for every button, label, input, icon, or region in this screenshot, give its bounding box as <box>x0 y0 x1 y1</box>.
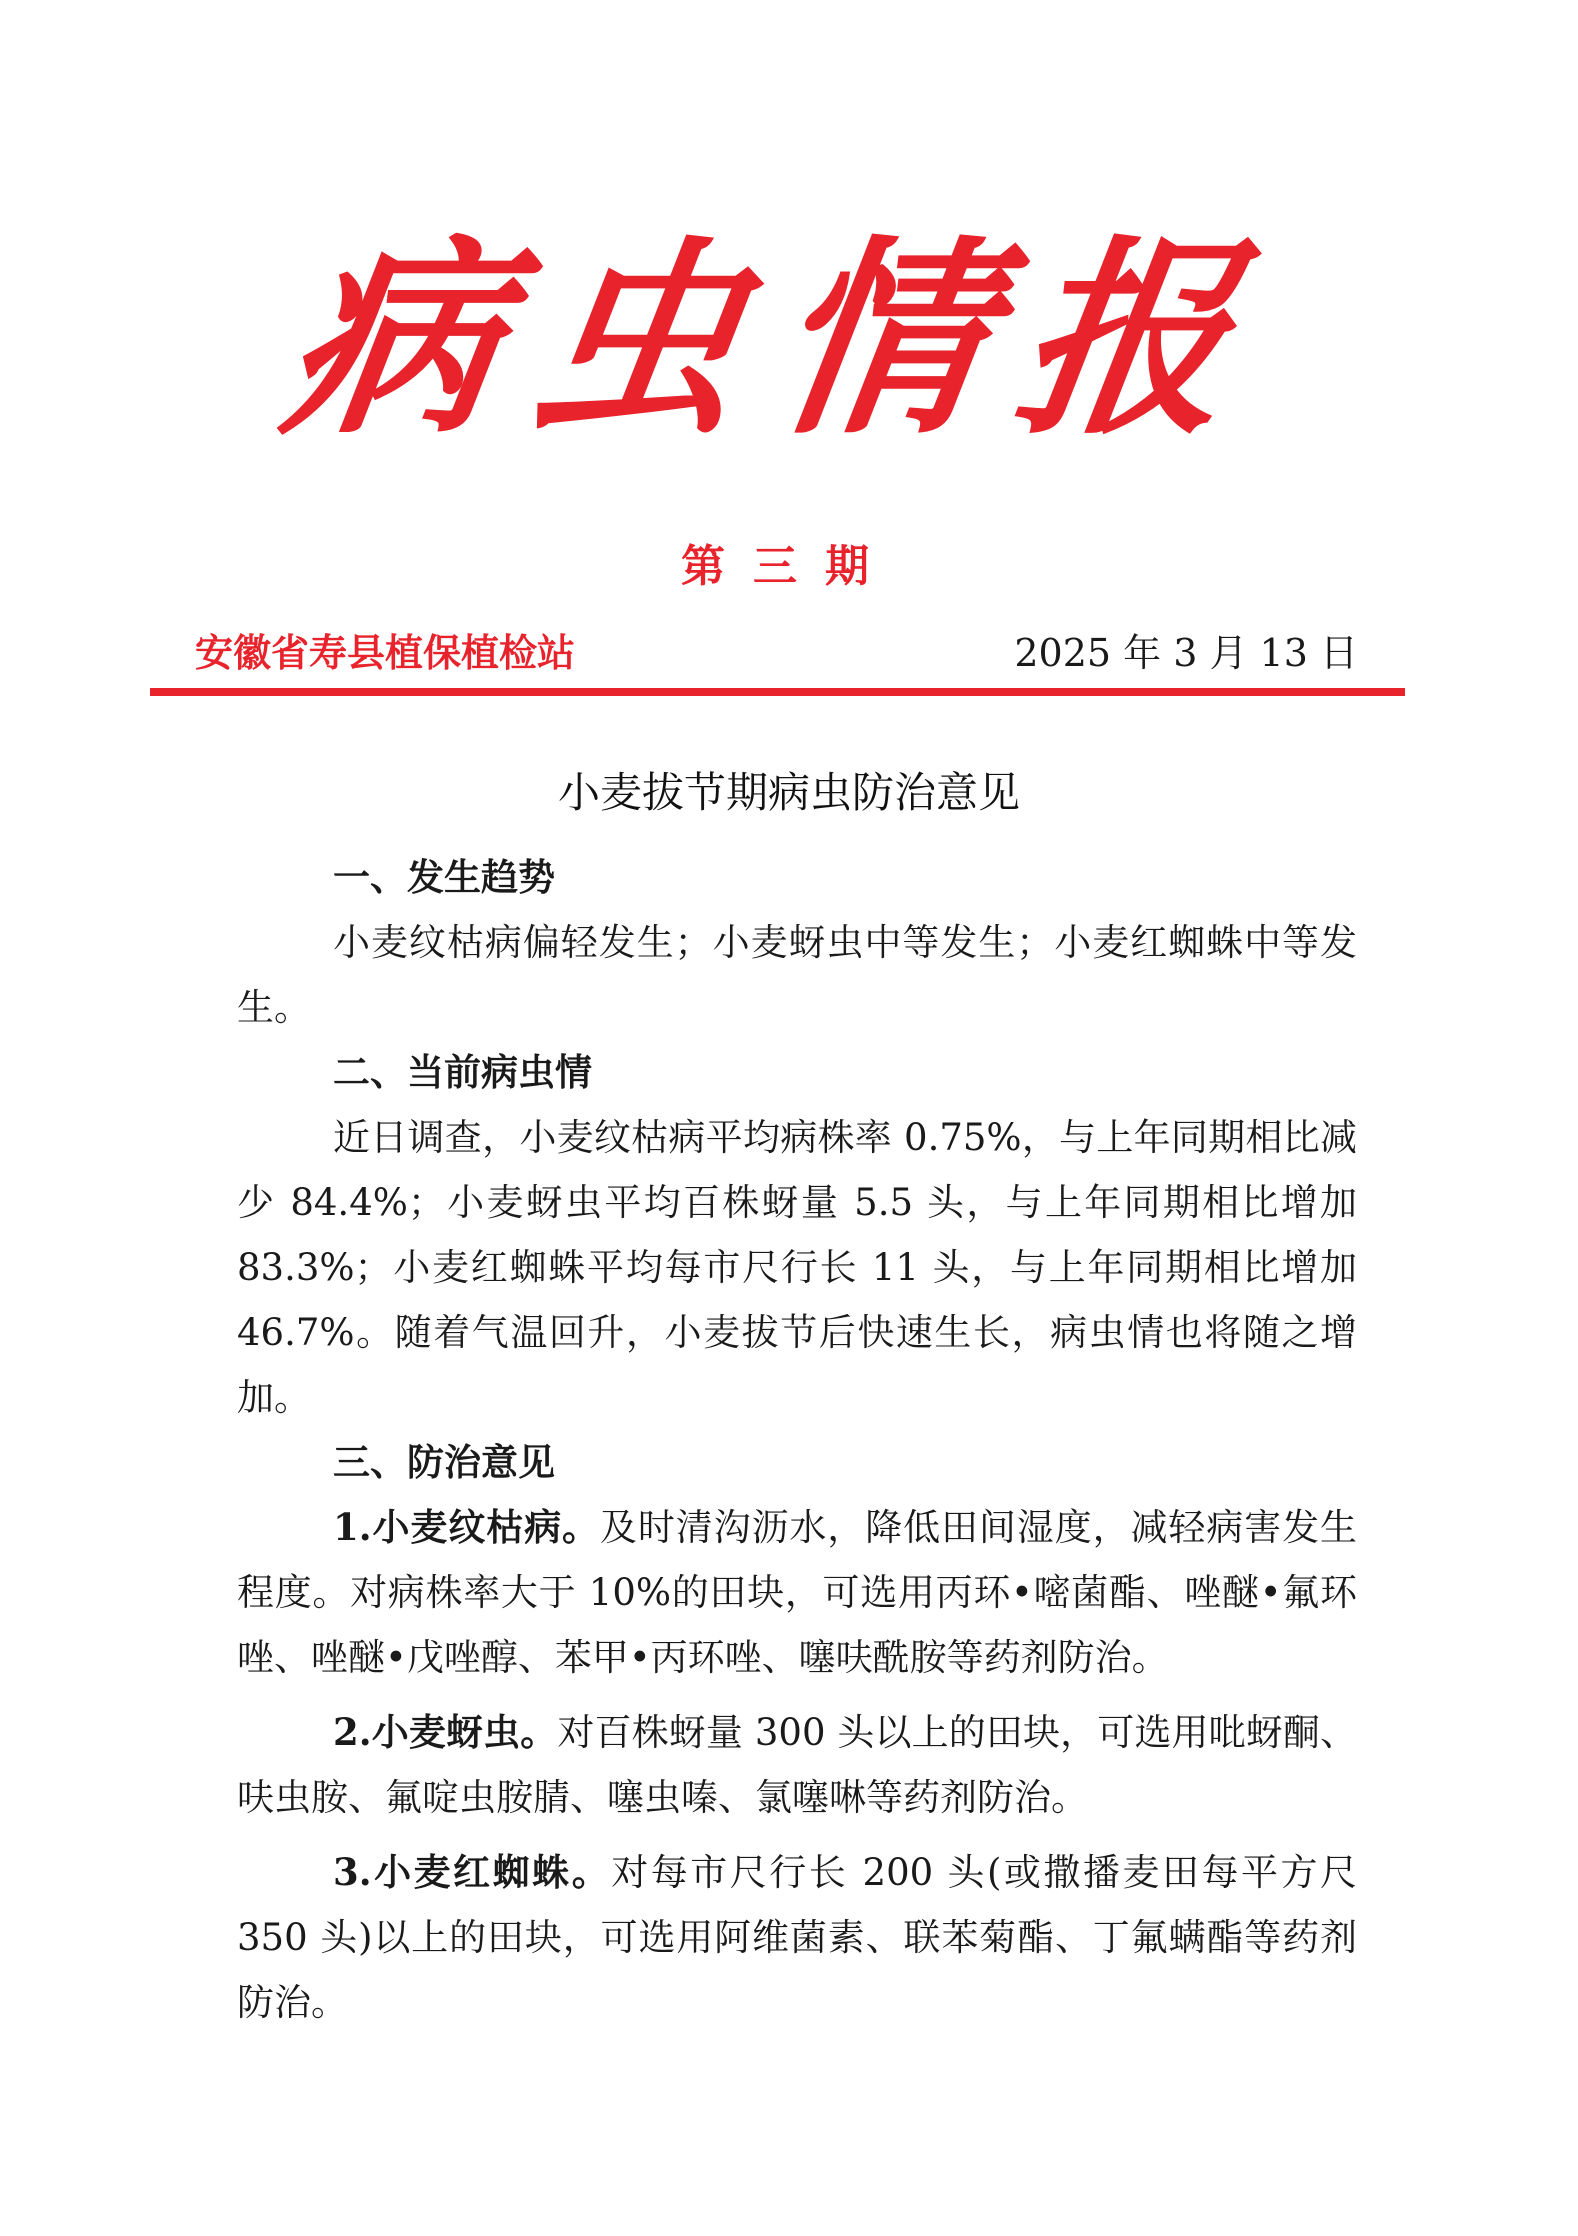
document-title: 小麦拔节期病虫防治意见 <box>557 768 1020 817</box>
section-heading-control: 三、防治意见 <box>333 1440 555 1484</box>
masthead-glyph-2: 虫 <box>516 216 761 463</box>
control-item-text: 及时清沟沥水，降低田间湿度，减轻病害发生程度。对病株率大于 10%的田块，可选用丙环•嘧菌酯、唑醚•氟环唑、唑醚•戊唑醇、苯甲•丙环唑、噻呋酰胺等药剂防治。 <box>237 1506 1357 1679</box>
control-item-sheath-blight <box>237 1495 1357 1690</box>
organization-name: 安徽省寿县植保植检站 <box>195 630 576 675</box>
masthead-title <box>272 200 1248 480</box>
masthead-glyph-3: 情 <box>759 216 1005 463</box>
control-item-label: 2.小麦蚜虫。 <box>333 1710 558 1754</box>
document-body <box>237 845 1357 2035</box>
control-item-label: 1.小麦纹枯病。 <box>333 1505 600 1549</box>
section-heading-current: 二、当前病虫情 <box>333 1050 592 1094</box>
control-item-label: 3.小麦红蜘蛛。 <box>333 1850 612 1894</box>
masthead-glyph-1: 病 <box>272 216 518 463</box>
publish-date: 2025 年 3 月 13 日 <box>1014 631 1358 675</box>
header-divider <box>150 688 1405 696</box>
section-text-current: 近日调查，小麦纹枯病平均病株率 0.75%，与上年同期相比减少 84.4%；小麦蚜虫平均百株蚜量 5.5 头，与上年同期相比增加 83.3%；小麦红蜘蛛平均每市尺行长 11 头，与上年同期相比增加 46.7%。随着气温回升，小麦拔节后快速生长，病虫情也将随之增加。 <box>237 1116 1357 1419</box>
control-item-aphid <box>237 1700 1357 1830</box>
control-item-text: 对每市尺行长 200 头(或撒播麦田每平方尺 350 头)以上的田块，可选用阿维菌素、联苯菊酯、丁氟螨酯等药剂防治。 <box>237 1851 1357 2024</box>
issue-number: 第三期 <box>681 541 897 592</box>
section-heading-trend: 一、发生趋势 <box>333 855 555 899</box>
control-item-text: 对百株蚜量 300 头以上的田块，可选用吡蚜酮、呋虫胺、氟啶虫胺腈、噻虫嗪、氯噻啉等药剂防治。 <box>237 1711 1357 1819</box>
section-text-trend: 小麦纹枯病偏轻发生；小麦蚜虫中等发生；小麦红蜘蛛中等发生。 <box>237 921 1357 1029</box>
control-item-red-spider <box>237 1840 1357 2035</box>
masthead-glyph-4: 报 <box>1002 216 1248 463</box>
